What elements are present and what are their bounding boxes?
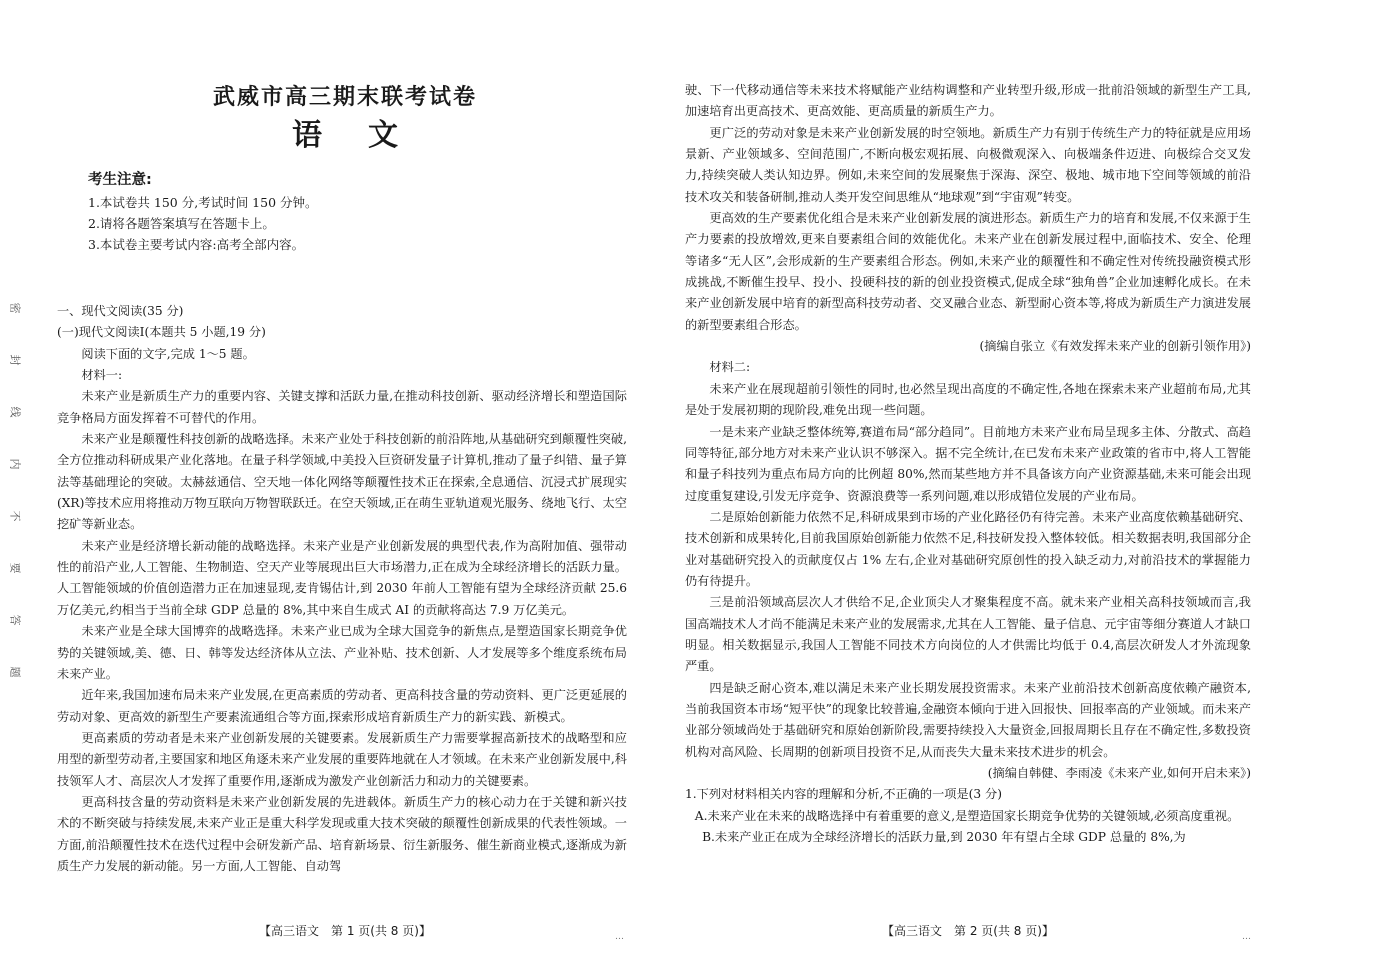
subsection-heading: (一)现代文阅读Ⅰ(本题共 5 小题,19 分) [57, 325, 266, 340]
paragraph: 未来产业是全球大国博弈的战略选择。未来产业已成为全球大国竞争的新焦点,是塑造国家长期竞争优势的关键领域,美、德、日、韩等发达经济体从立法、产业补贴、技术创新、人才发展等多个维度系统布局未来产业。 [57, 624, 627, 681]
binding-char: 答 [8, 614, 21, 626]
paragraph: 未来产业在展现超前引领性的同时,也必然呈现出高度的不确定性,各地在探索未来产业超前布局,尤其是处于发展初期的现阶段,难免出现一些问题。 [685, 381, 1251, 418]
footer-mark: … [1242, 932, 1251, 942]
paragraph: 二是原始创新能力依然不足,科研成果到市场的产业化路径仍有待完善。未来产业高度依赖基础研究、技术创新和成果转化,目前我国原始创新能力依然不足,科技研发投入整体较低。相关数据表明,我国部分企业对基础研究投入的贡献度仅占 1% 左右,企业对基础研究原创性的投入缺乏动力,对前沿技术的掌握能力仍有待提升。 [685, 509, 1251, 588]
paragraph: 未来产业是新质生产力的重要内容、关键支撑和活跃力量,在推动科技创新、驱动经济增长和塑造国际竞争格局方面发挥着不可替代的作用。 [57, 389, 627, 425]
paragraph: 三是前沿领域高层次人才供给不足,企业顶尖人才聚集程度不高。就未来产业相关高科技领域而言,我国高端技术人才尚不能满足未来产业的发展需求,尤其在人工智能、量子信息、元宇宙等细分赛道人才缺口明显。相关数据显示,我国人工智能不同技术方向岗位的人才供需比均低于 0.4,高层次研发人才外流现象严重。 [685, 595, 1251, 674]
paragraph: 更高科技含量的劳动资料是未来产业创新发展的先进载体。新质生产力的核心动力在于关键和新兴技术的不断突破与持续发展,未来产业正是重大科学发现或重大技术突破的颠覆性创新成果的代表性领域。一方面,前沿颠覆性技术在迭代过程中会研发新产品、培育新场景、衍生新服务、催生新商业模式,逐渐成为新质生产力发展的新动能。另一方面,人工智能、自动驾 [57, 794, 627, 873]
page-footer: 【高三语文 第 1 页(共 8 页)】 [259, 924, 431, 938]
binding-char: 线 [8, 406, 21, 418]
left-body [57, 301, 627, 877]
paragraph: 驶、下一代移动通信等未来技术将赋能产业结构调整和产业转型升级,形成一批前沿领域的新型生产工具,加速培育出更高技术、更高效能、更高质量的新质生产力。 [685, 83, 1251, 119]
notice-list [88, 192, 318, 255]
paragraph: 近年来,我国加速布局未来产业发展,在更高素质的劳动者、更高科技含量的劳动资料、更广泛更延展的劳动对象、更高效的新型生产要素流通组合等方面,探索形成培育新质生产力的新实践、新模式。 [57, 688, 627, 724]
instruction: 阅读下面的文字,完成 1～5 题。 [81, 346, 255, 361]
material-label: 材料二: [709, 360, 751, 375]
page-footer: 【高三语文 第 2 页(共 8 页)】 [882, 924, 1054, 938]
source-citation: (摘编自韩健、李雨凌《未来产业,如何开启未来》) [987, 766, 1251, 780]
paragraph: 未来产业是颠覆性科技创新的战略选择。未来产业处于科技创新的前沿阵地,从基础研究到颠覆性突破,全方位推动科研成果产业化落地。在量子科学领域,中美投入巨资研发量子计算机,推动了量子纠错、量子算法等基础理论的突破。太赫兹通信、空天地一体化网络等颠覆性技术正在探索,全息通信、沉浸式扩展现实(XR)等技术应用将推动万物互联向万物智联跃迁。在空天领域,正在萌生亚轨道观光服务、绕地飞行、太空挖矿等新业态。 [57, 432, 627, 532]
paragraph: 更高素质的劳动者是未来产业创新发展的关键要素。发展新质生产力需要掌握高新技术的战略型和应用型的新型劳动者,主要国家和地区角逐未来产业发展的重要阵地就在人才领域。在未来产业创新发展中,科技领军人才、高层次人才发挥了重要作用,逐渐成为激发产业创新活力和动力的关键要素。 [57, 730, 627, 788]
binding-char: 要 [8, 562, 21, 574]
material-label: 材料一: [81, 368, 123, 383]
right-page [682, 0, 1254, 972]
source-citation: (摘编自张立《有效发挥未来产业的创新引领作用》) [979, 339, 1251, 354]
section-heading: 一、现代文阅读(35 分) [57, 304, 184, 318]
notice-item: 1.本试卷共 150 分,考试时间 150 分钟。 [88, 195, 318, 210]
right-body [685, 80, 1251, 848]
notice-heading: 考生注意: [88, 172, 152, 188]
binding-char: 密 [8, 302, 21, 314]
footer-mark: … [615, 932, 624, 942]
subject-title: 语文 [292, 118, 444, 153]
binding-char: 题 [8, 666, 21, 678]
paragraph: 四是缺乏耐心资本,难以满足未来产业长期发展投资需求。未来产业前沿技术创新高度依赖产融资本,当前我国资本市场“短平快”的现象比较普遍,金融资本倾向于进入回报快、回报率高的产业领域。而未来产业部分领域尚处于基础研究和原始创新阶段,需要持续投入大量资金,回报周期长且存在不确定性,多数投资机构对高风险、长周期的创新项目投资不足,从而丧失大量未来技术进步的机会。 [685, 680, 1251, 759]
paragraph: 更高效的生产要素优化组合是未来产业创新发展的演进形态。新质生产力的培育和发展,不仅来源于生产力要素的投放增效,更来自要素组合间的效能优化。未来产业在创新发展过程中,面临技术、安全、伦理等诸多“无人区”,会形成新的生产要素组合形态。例如,未来产业的颠覆性和不确定性对传统投融资模式形成挑战,不断催生投早、投小、投硬科技的新的创业投资模式,促成全球“独角兽”企业加速孵化成长。在未来产业创新发展中培育的新型高科技劳动者、交叉融合业态、新型耐心资本等,将成为新质生产力演进发展的新型要素组合形态。 [685, 211, 1251, 332]
binding-char: 内 [8, 458, 21, 470]
exam-title: 武威市高三期末联考试卷 [212, 85, 477, 110]
notice-item: 2.请将各题答案填写在答题卡上。 [88, 216, 275, 231]
left-page [55, 0, 635, 972]
binding-char: 不 [8, 510, 21, 522]
binding-char: 封 [8, 354, 21, 366]
option-b: B.未来产业正在成为全球经济增长的活跃力量,到 2030 年有望占全球 GDP 总量的 8%,为 [702, 830, 1186, 845]
question-stem: 1.下列对材料相关内容的理解和分析,不正确的一项是(3 分) [685, 787, 1002, 802]
notice-item: 3.本试卷主要考试内容:高考全部内容。 [88, 237, 305, 252]
binding-margin [4, 300, 26, 680]
paragraph: 一是未来产业缺乏整体统筹,赛道布局“部分趋同”。目前地方未来产业布局呈现多主体、分散式、高趋同等特征,部分地方对未来产业认识不够深入。据不完全统计,在已发布未来产业政策的省市中,将人工智能和量子科技列为重点布局方向的比例超 80%,然而某些地方并不具备该方向产业资源基础,未来可能会出现过度重复建设,引发无序竞争、资源浪费等一系列问题,难以形成错位发展的产业布局。 [685, 424, 1251, 503]
paragraph: 未来产业是经济增长新动能的战略选择。未来产业是产业创新发展的典型代表,作为高附加值、强带动性的前沿产业,人工智能、生物制造、空天产业等展现出巨大市场潜力,正在成为全球经济增长的活跃力量。人工智能领域的价值创造潜力正在加速显现,麦肯锡估计,到 2030 年前人工智能有望为全球经济贡献 25.6 万亿美元,约相当于当前全球 GDP 总量的 8%,其中来自生成式 AI 的贡献将高达 7.9 万亿美元。 [57, 538, 627, 617]
paragraph: 更广泛的劳动对象是未来产业创新发展的时空领地。新质生产力有别于传统生产力的特征就是应用场景新、产业领域多、空间范围广,不断向极宏观拓展、向极微观深入、向极端条件迈进、向极综合交叉发力,持续突破人类认知边界。例如,未来空间的发展聚焦于深海、深空、极地、城市地下空间等领域的前沿技术攻关和装备研制,推动人类开发空间思维从“地球观”到“宇宙观”转变。 [685, 125, 1251, 204]
option-a: A.未来产业在未来的战略选择中有着重要的意义,是塑造国家长期竞争优势的关键领域,必须高度重视。 [694, 808, 1240, 823]
